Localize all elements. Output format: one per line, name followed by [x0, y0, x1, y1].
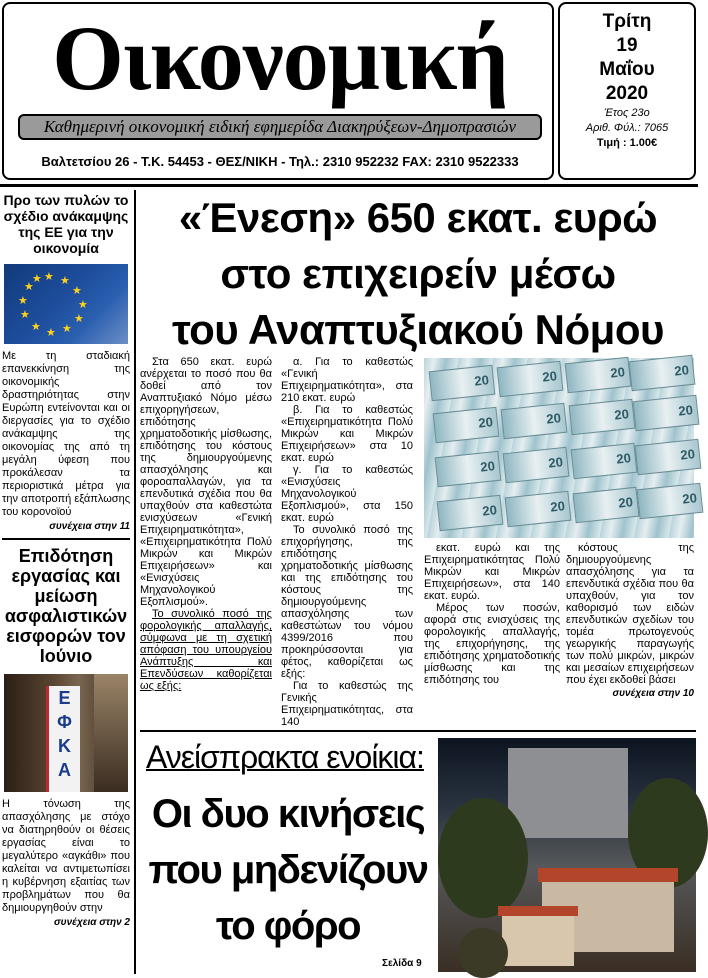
eu-flag-photo: ★ ★ ★ ★ ★ ★ ★ ★ ★ ★ ★ ★ — [4, 264, 128, 344]
lead-column-1 — [140, 356, 272, 692]
eu-story-text: Με τη σταδιακή επανεκκίνηση της οικονομικής δραστηριότητας στην Ευρώπη εντείνονται και οι διεργασίες για το σχέδιο ανάκαμψης της οικονομίας της από τη μεγάλη ύφεση που προκάλεσαν τα περιοριστικά μέτρα για την αποτροπή εξάπλωσης του κορονοϊού — [2, 350, 130, 518]
issue-number: Αριθ. Φύλ.: 7065 — [585, 122, 669, 134]
eu-story-headline: Προ των πυλών το σχέδιο ανάκαμψης της ΕΕ για την οικονομία — [3, 192, 129, 256]
banknote-value: 20 — [673, 362, 690, 379]
newspaper-address: Βαλτετσίου 26 - Τ.Κ. 54453 - ΘΕΣ/ΝΙΚΗ - Τηλ.: 2310 952232 FAX: 2310 9522333 — [41, 154, 519, 169]
lead-paragraph: Στα 650 εκατ. ευρώ ανέρχεται το ποσό που θα δοθεί από τον Αναπτυξιακό Νόμο μέσω επιχορηγήσεων, επιδότησης χρηματοδοτικής μίσθωσης, επιδότησης του κόστους της δημιουργούμενης απασχόλησης και φοροαπαλλαγών, για τα επενδυτικά σχέδια που θα υπαχθούν στα καθεστώτα ενισχύσεων «Γενική Επιχειρηματικότητα», «Επιχειρηματικότητα Πολύ Μικρών και Μικρών Επιχειρήσεων» και «Ενισχύσεις Μηχανολογικού Εξοπλισμού». — [140, 356, 272, 608]
left-column — [2, 192, 130, 928]
lead-paragraph: Το συνολικό ποσό της επιχορήγησης, της επιδότησης χρηματοδοτικής μίσθωσης και της επιδότησης του κόστους της δημιουργούμενης απασχόλησης των καθεστώτων του νόμου 4399/2016 που προκηρύσσονται για φέτος, καθορίζεται ως εξής: — [281, 524, 413, 680]
newspaper-title: Οικονομική — [52, 7, 508, 109]
subsidy-story-continued: συνέχεια στην 2 — [54, 917, 130, 928]
lead-headline-line: «Ένεση» 650 εκατ. ευρώ — [178, 194, 658, 241]
masthead — [2, 2, 554, 180]
lead-headline-line: στο επιχειρείν μέσω — [220, 250, 616, 297]
banknote-value: 20 — [477, 414, 494, 431]
photo-background — [94, 674, 128, 792]
lead-paragraph: κόστους της δημιουργούμενης απασχόλησης για τα επενδυτικά σχέδια που θα υπαχθούν, για τον καθορισμό των ειδών επενδυτικών σχεδίων του τομέα πρωτογενούς γεωργικής παραγωγής των πολύ μικρών, μικρών και μεσαίων επιχειρήσεων που έχει εκδοθεί βάσει — [566, 542, 694, 686]
rent-story-headline — [140, 786, 436, 954]
section-divider — [140, 730, 696, 732]
lead-headline — [140, 190, 696, 358]
rent-story-page-ref: Σελίδα 9 — [382, 958, 422, 969]
banknote-value: 20 — [609, 364, 626, 381]
lead-paragraph: γ. Για το καθεστώς «Ενισχύσεις Μηχανολογικού Εξοπλισμού», στα 150 εκατ. ευρώ — [281, 464, 413, 524]
banknote-value: 20 — [617, 494, 634, 511]
banknote-value: 20 — [479, 458, 496, 475]
efka-letter: Κ — [58, 736, 71, 756]
banknote-value: 20 — [473, 372, 490, 389]
lead-paragraph: εκατ. ευρώ και της Επιχειρηματικότητας Πολύ Μικρών και Μικρών Επιχειρήσεων», στα 140 εκατ. ευρώ. — [424, 542, 560, 602]
banknote-value: 20 — [615, 450, 632, 467]
subsidy-story-headline: Επιδότηση εργασίας και μείωση ασφαλιστικών εισφορών τον Ιούνιο — [4, 546, 128, 666]
banknote-value: 20 — [549, 498, 566, 515]
date-number: 19 — [616, 35, 638, 56]
banknote-value: 20 — [613, 406, 630, 423]
rent-story-kicker: Ανείσπρακτα ενοίκια: — [146, 739, 424, 775]
banknote-value: 20 — [677, 402, 694, 419]
volume-year: Έτος 23ο — [604, 107, 650, 119]
lead-continued: συνέχεια στην 10 — [612, 688, 694, 699]
banknote-value: 20 — [541, 368, 558, 385]
lead-paragraph: α. Για το καθεστώς «Γενική Επιχειρηματικότητα», στα 210 εκατ. ευρώ — [281, 356, 413, 404]
masthead-divider — [0, 184, 698, 187]
date-year: 2020 — [605, 83, 649, 104]
efka-letter: Ε — [58, 688, 71, 708]
efka-letter: Α — [58, 760, 71, 780]
lead-column-2 — [281, 356, 413, 728]
subsidy-story-text: Η τόνωση της απασχόλησης με στόχο να διατηρηθούν οι θέσεις εργασίας είναι το μεγαλύτερο «αγκάθι» που καλείται να αντιμετωπίσει η κυβέρνηση εξαιτίας των προβλημάτων που θα δημιουργηθούν στην — [2, 798, 130, 914]
price: Τιμή : 1.00€ — [596, 137, 658, 149]
column-divider — [134, 190, 136, 974]
lead-column-3 — [424, 542, 560, 686]
efka-letter: Φ — [57, 712, 72, 732]
newspaper-subtitle: Καθημερινή οικονομική ειδική εφημερίδα Διακηρύξεων-Δημοπρασιών — [18, 114, 542, 140]
lead-headline-line: του Αναπτυξιακού Νόμου — [172, 306, 664, 353]
houses-photo — [438, 738, 696, 972]
banknote-value: 20 — [481, 502, 498, 519]
lead-paragraph: Το συνολικό ποσό της φορολογικής απαλλαγής, σύμφωνα με τη σχετική απόφαση του υπουργείου Ανάπτυξης και Επενδύσεων καθορίζεται ως εξής: — [140, 608, 272, 692]
date-day: Τρίτη — [602, 11, 652, 32]
left-divider — [2, 538, 130, 540]
lead-paragraph: Μέρος των ποσών, αφορά στις ενισχύσεις της φορολογικής απαλλαγής, της επιχορήγησης, της επιδότησης χρηματοδοτικής μίσθωσης και της επιδότησης του — [424, 602, 560, 686]
rent-headline-line: που μηδενίζουν — [148, 848, 428, 892]
date-box — [558, 2, 696, 180]
date-month: Μαΐου — [599, 59, 655, 80]
rent-headline-line: Οι δυο κινήσεις — [151, 792, 425, 836]
lead-column-4 — [566, 542, 694, 700]
rent-headline-line: το φόρο — [215, 904, 360, 948]
banknote-value: 20 — [679, 446, 696, 463]
lead-paragraph: Για το καθεστώς της Γενικής Επιχειρηματικότητας, στα 140 — [281, 680, 413, 728]
efka-sign-photo — [4, 674, 128, 792]
banknote-value: 20 — [545, 410, 562, 427]
banknote-value: 20 — [547, 454, 564, 471]
lead-paragraph: β. Για το καθεστώς «Επιχειρηματικότητα Πολύ Μικρών και Μικρών Επιχειρήσεων» στα 10 εκατ. ευρώ — [281, 404, 413, 464]
banknotes-photo — [424, 358, 698, 538]
banknote-value: 20 — [681, 490, 698, 507]
eu-story-continued: συνέχεια στην 11 — [49, 521, 130, 532]
efka-sign — [46, 686, 80, 792]
